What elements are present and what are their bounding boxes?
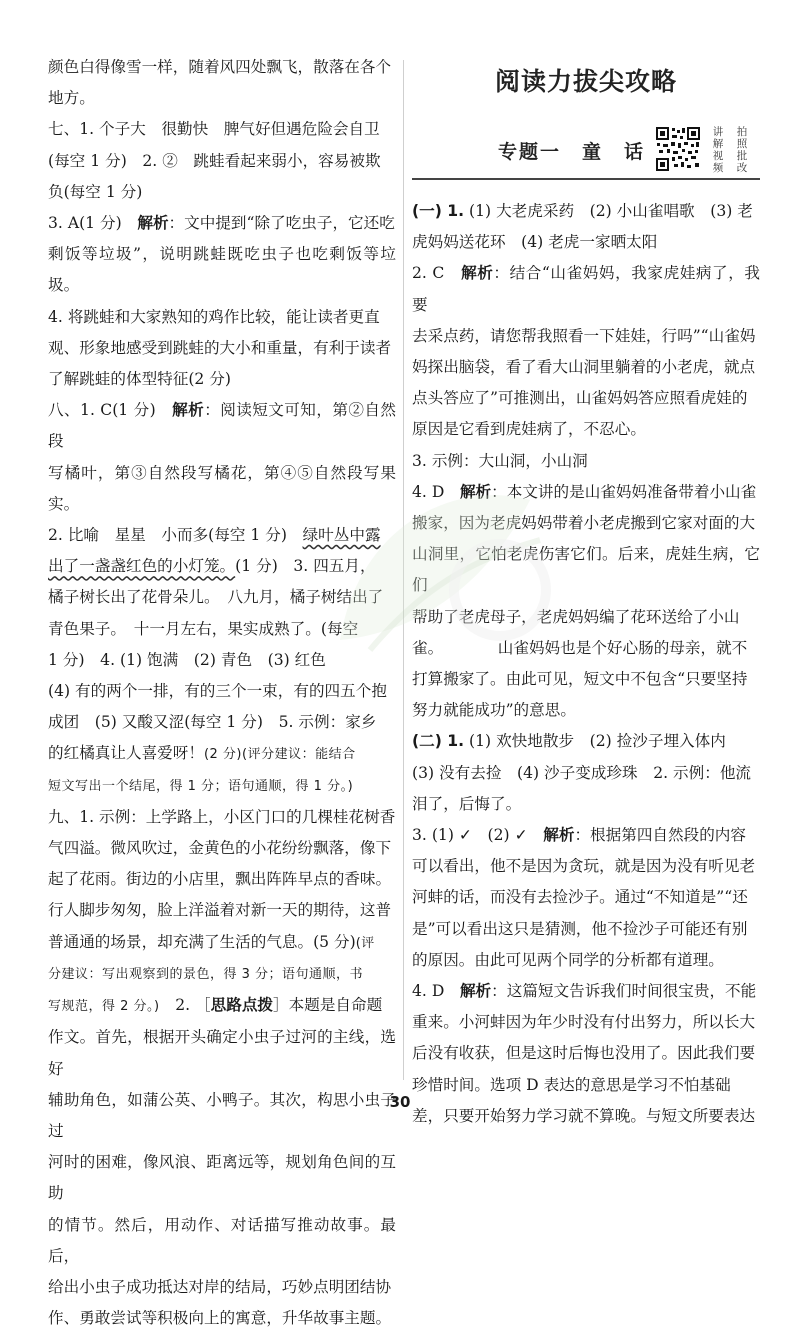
text-line: 作文。首先，根据开头确定小虫子过河的主线，选好	[48, 1028, 396, 1078]
text-line: 观、形象地感受到跳蛙的大小和重量，有利于读者	[48, 338, 392, 357]
text-line: 颜色白得像雪一样，随着风四处飘飞，散落在各个	[48, 58, 392, 76]
scoring-note: (评	[355, 935, 375, 951]
text-line: 河蚌的话，而没有去捡沙子。通过“不知道是”“还	[412, 888, 748, 907]
text-span: 3. (1) ✓ (2) ✓	[412, 826, 544, 845]
text-span: 2. ② 跳蛙看起来弱小，容易被欺	[126, 151, 381, 170]
text-line: 青色果子。 十一月左右，果实成熟了。(每空	[48, 619, 359, 638]
section-number: (一) 1.	[412, 202, 465, 220]
analysis-label: 解析	[543, 826, 575, 845]
left-answer-column	[48, 52, 396, 1334]
section-number: (二) 1.	[412, 732, 465, 751]
text-span: 3. A(1 分)	[48, 214, 138, 233]
topic-underline	[412, 178, 760, 180]
wavy-underlined-sentence: 绿叶丛中露	[302, 526, 381, 545]
qr-caption-char: 讲	[712, 126, 724, 138]
text-line	[48, 990, 396, 1022]
text-line: 可以看出，他不是因为贪玩，就是因为没有听见老	[412, 857, 756, 876]
right-answer-column	[412, 196, 760, 1132]
hint-label: 思路点拨	[210, 996, 274, 1015]
text-line	[412, 726, 760, 757]
qr-caption-char: 改	[736, 162, 748, 174]
text-line: 九、1. 示例：上学路上，小区门口的几棵桂花树香	[48, 807, 396, 826]
text-line: 3. 示例：大山洞，小山洞	[412, 451, 588, 470]
text-span: ］本题是自命题	[273, 996, 383, 1015]
text-span: ：本文讲的是山雀妈妈准备带着小山雀	[491, 482, 757, 501]
text-line: 作、勇敢尝试等积极向上的寓意，升华故事主题。	[48, 1309, 392, 1328]
scoring-note: 短文写出一个结尾，得 1 分；语句通顺，得 1 分。)	[48, 778, 354, 794]
page-number: 30	[389, 1093, 411, 1111]
text-line	[48, 146, 396, 177]
section-title: 阅读力拔尖攻略	[494, 67, 677, 96]
text-span: 2. ［	[159, 996, 211, 1015]
text-line: 后没有收获，但是这时后悔也没用了。因此我们要	[412, 1044, 756, 1063]
text-line: 山洞里，它怕老虎伤害它们。后来，虎娃生病，它们	[412, 545, 760, 595]
score-note: (每空 1 分)	[48, 151, 127, 170]
text-line	[48, 927, 396, 959]
text-line	[412, 820, 760, 851]
text-line: 七、1. 个子大 很勤快 脾气好但遇危险会自卫	[48, 120, 380, 139]
qr-caption-char: 拍	[736, 126, 748, 138]
scoring-note: (2 分)(评分建议：能结合	[203, 747, 356, 763]
text-line: 了解跳蛙的体型特征(2 分)	[48, 370, 231, 389]
text-span: ：结合“山雀妈妈，我家虎娃病了，我要	[412, 264, 760, 314]
text-line	[48, 395, 396, 457]
qr-caption-char: 解	[712, 138, 724, 150]
text-line: 帮助了老虎母子，老虎妈妈编了花环送给了小山	[412, 607, 740, 626]
text-span: 普通通的场景，却充满了生活的气息。(5 分)	[48, 932, 356, 951]
qr-caption-char: 批	[736, 150, 748, 162]
text-line: 妈探出脑袋，看了看大山洞里躺着的小老虎，就点	[412, 358, 756, 377]
analysis-label: 解析	[459, 982, 492, 1001]
text-span: (1) 大老虎采药 (2) 小山雀唱歌 (3) 老	[464, 202, 753, 220]
text-line: 地方。	[48, 89, 95, 108]
text-line: 打算搬家了。由此可见，短文中不包含“只要坚持	[412, 670, 748, 689]
text-span: 4. D	[412, 482, 460, 501]
analysis-label: 解析	[461, 264, 494, 283]
text-line: 4. 将跳蛙和大家熟知的鸡作比较，能让读者更直	[48, 307, 380, 326]
text-line: 差，只要开始努力学习就不算晚。与短文所要表达	[412, 1106, 756, 1125]
text-line: 橘子树长出了花骨朵儿。 八九月，橘子树结出了	[48, 588, 384, 607]
text-span: ：阅读短文可知，第②自然段	[48, 401, 396, 451]
text-line	[412, 976, 760, 1007]
text-line	[48, 551, 396, 582]
text-span: ：文中提到“除了吃虫子，它还吃	[168, 214, 395, 233]
text-line: 负(每空 1 分)	[48, 182, 143, 201]
text-line	[412, 258, 760, 320]
analysis-label: 解析	[137, 214, 169, 233]
text-line: 河时的困难，像风浪、距离远等，规划角色间的互助	[48, 1153, 396, 1203]
text-line	[48, 738, 396, 770]
text-span: 2. C	[412, 264, 462, 283]
text-span: 八、1. C(1 分)	[48, 401, 173, 420]
text-line: 去采点药，请您帮我照看一下娃娃，行吗”“山雀妈	[412, 326, 756, 345]
text-line: 虎妈妈送花环 (4) 老虎一家晒太阳	[412, 233, 658, 252]
text-line: 是”可以看出这只是猜测，他不捡沙子可能还有别	[412, 919, 748, 938]
text-line: 起了花雨。街边的小店里，飘出阵阵早点的香味。	[48, 870, 392, 889]
text-span: 2. 比喻 星星 小而多(每空 1 分)	[48, 526, 303, 545]
text-span: 4. D	[412, 982, 460, 1001]
text-line: 雀。 山雀妈妈也是个好心肠的母亲，就不	[412, 638, 748, 657]
analysis-label: 解析	[459, 482, 492, 501]
qr-caption-char: 视	[712, 150, 724, 162]
text-line: 原因是它看到虎娃病了，不忍心。	[412, 420, 646, 439]
text-line	[412, 196, 760, 227]
text-line: 行人脚步匆匆，脸上洋溢着对新一天的期待，这普	[48, 901, 392, 920]
text-line	[48, 520, 396, 551]
text-line: 辅助角色，如蒲公英、小鸭子。其次，构思小虫子过	[48, 1090, 396, 1140]
text-line: 的情节。然后，用动作、对话描写推动故事。最后，	[48, 1215, 396, 1265]
text-line: 珍惜时间。选项 D 表达的意思是学习不怕基础	[412, 1075, 731, 1094]
text-line: (4) 有的两个一排，有的三个一束，有的四五个抱	[48, 682, 387, 701]
text-span: ：根据第四自然段的内容	[574, 826, 746, 845]
text-line: 给出小虫子成功抵达对岸的结局，巧妙点明团结协	[48, 1277, 392, 1296]
text-line: (3) 没有去捡 (4) 沙子变成珍珠 2. 示例：他流	[412, 763, 752, 782]
qr-caption	[706, 126, 754, 174]
qr-code-icon[interactable]	[655, 126, 701, 172]
scoring-note: 写规范，得 2 分。)	[48, 999, 160, 1015]
text-line: 成团 (5) 又酸又涩(每空 1 分) 5. 示例：家乡	[48, 713, 377, 732]
text-line: 泪了，后悔了。	[412, 794, 522, 813]
text-line: 写橘叶，第③自然段写橘花，第④⑤自然段写果实。	[48, 463, 396, 513]
text-line: 气四溢。微风吹过，金黄色的小花纷纷飘落，像下	[48, 839, 392, 858]
text-line: 1 分) 4. (1) 饱满 (2) 青色 (3) 红色	[48, 650, 326, 669]
text-line	[48, 208, 396, 239]
text-span: ：这篇短文告诉我们时间很宝贵，不能	[491, 982, 757, 1001]
column-divider	[403, 60, 404, 1080]
topic-title: 专题一 童 话	[498, 141, 646, 163]
text-line	[412, 477, 760, 508]
wavy-underlined-sentence: 出了一盏盏红色的小灯笼。	[48, 557, 236, 576]
text-span: (1) 欢快地散步 (2) 捡沙子埋入体内	[464, 732, 726, 751]
analysis-label: 解析	[172, 401, 205, 420]
text-span: (1 分) 3. 四五月，	[235, 557, 376, 576]
text-line: 点头答应了”可推测出，山雀妈妈答应照看虎娃的	[412, 389, 748, 408]
text-span: 的红橘真让人喜爱呀！	[48, 744, 204, 763]
text-line: 搬家，因为老虎妈妈带着小老虎搬到它家对面的大	[412, 514, 756, 533]
text-line: 剩饭等垃圾”，说明跳蛙既吃虫子也吃剩饭等垃圾。	[48, 245, 396, 295]
qr-caption-char: 频	[712, 162, 724, 174]
text-line: 努力就能成功”的意思。	[412, 701, 576, 720]
text-line: 重来。小河蚌因为年少时没有付出努力，所以长大	[412, 1013, 756, 1032]
qr-caption-char: 照	[736, 138, 748, 150]
text-line: 的原因。由此可见两个同学的分析都有道理。	[412, 950, 724, 969]
scoring-note: 分建议：写出观察到的景色，得 3 分；语句通顺，书	[48, 966, 364, 982]
